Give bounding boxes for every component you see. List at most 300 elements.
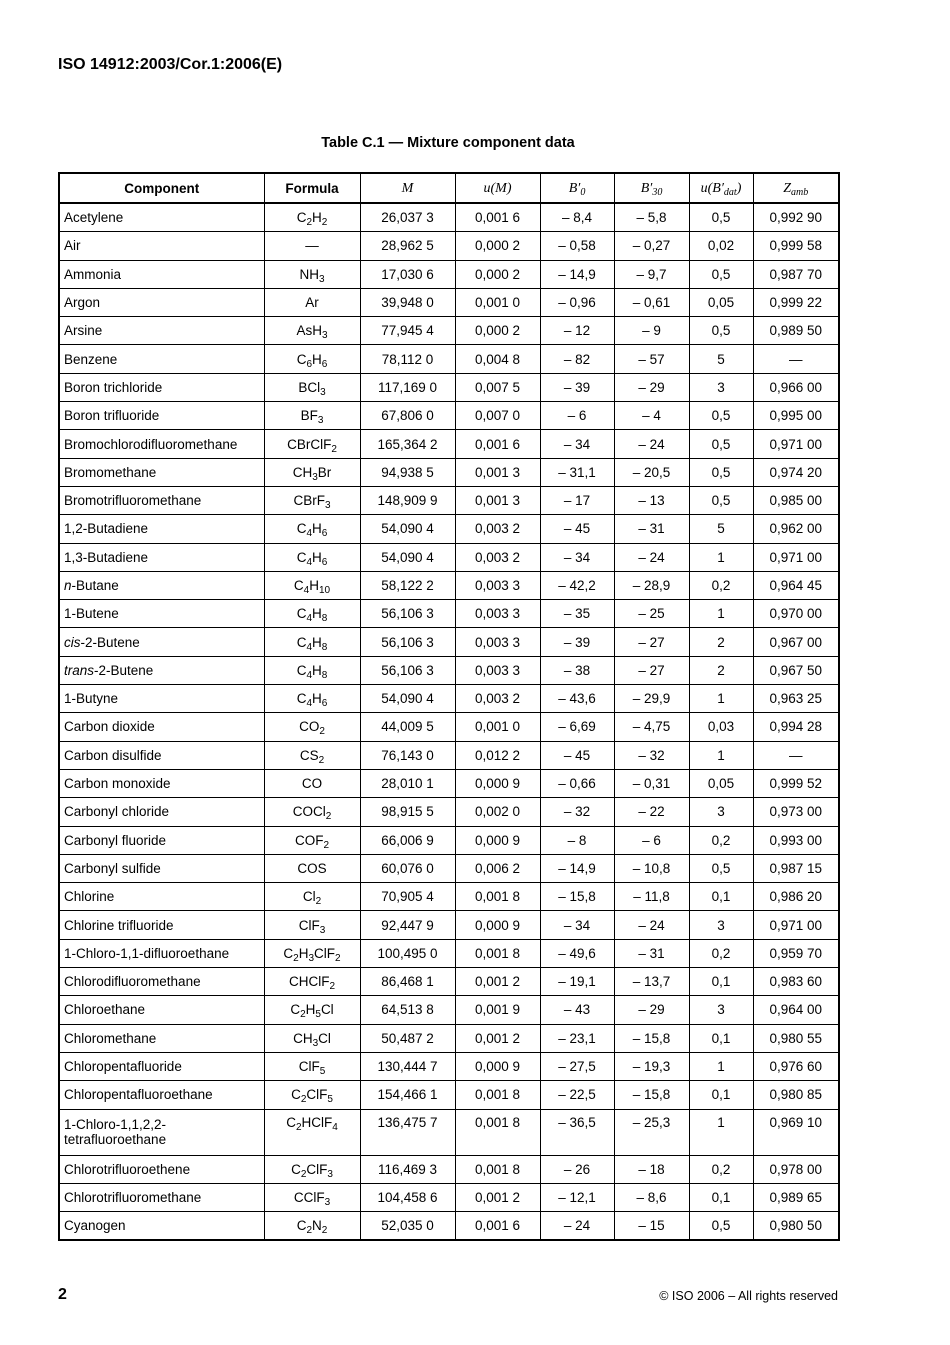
b0-cell: – 6 — [540, 402, 614, 430]
molar-mass-uncertainty-cell: 0,001 0 — [455, 288, 540, 316]
component-cell: Boron trichloride — [59, 373, 264, 401]
molar-mass-cell: 154,466 1 — [360, 1081, 455, 1109]
molar-mass-cell: 64,513 8 — [360, 996, 455, 1024]
z-amb-cell: 0,974 20 — [753, 458, 839, 486]
table-row — [59, 1155, 839, 1183]
table-row — [59, 685, 839, 713]
b-dat-uncertainty-cell: 3 — [689, 911, 753, 939]
formula-cell: BCl$_3$ — [264, 373, 360, 401]
b-dat-uncertainty-cell: 3 — [689, 798, 753, 826]
table-row — [59, 486, 839, 514]
component-cell: cis-2-Butene — [59, 628, 264, 656]
formula-cell: $C_2ClF_3$ — [264, 1155, 360, 1183]
z-amb-cell: 0,966 00 — [753, 373, 839, 401]
molar-mass-uncertainty-cell: 0,001 0 — [455, 713, 540, 741]
b0-cell: – 45 — [540, 741, 614, 769]
formula-cell: $C_2HClF_4$ — [264, 1109, 360, 1155]
b-dat-uncertainty-cell: 1 — [689, 1109, 753, 1155]
molar-mass-cell: 92,447 9 — [360, 911, 455, 939]
b0-cell: – 8,4 — [540, 203, 614, 232]
component-cell: Chloropentafluoroethane — [59, 1081, 264, 1109]
b30-cell: – 10,8 — [614, 854, 689, 882]
molar-mass-uncertainty-cell: 0,000 9 — [455, 1052, 540, 1080]
table-row — [59, 798, 839, 826]
b-dat-uncertainty-cell: 0,02 — [689, 232, 753, 260]
z-amb-cell: 0,999 22 — [753, 288, 839, 316]
molar-mass-uncertainty-cell: 0,003 2 — [455, 515, 540, 543]
formula-cell: CBrF$_3$ — [264, 486, 360, 514]
z-amb-cell: 0,993 00 — [753, 826, 839, 854]
molar-mass-uncertainty-cell: 0,001 3 — [455, 486, 540, 514]
z-amb-cell: 0,976 60 — [753, 1052, 839, 1080]
z-amb-cell: 0,999 58 — [753, 232, 839, 260]
molar-mass-uncertainty-cell: 0,000 9 — [455, 911, 540, 939]
formula-cell: COCl$_2$ — [264, 798, 360, 826]
molar-mass-cell: 26,037 3 — [360, 203, 455, 232]
component-cell: Chlorine trifluoride — [59, 911, 264, 939]
b-dat-uncertainty-cell: 0,5 — [689, 402, 753, 430]
b0-cell: – 8 — [540, 826, 614, 854]
b-dat-uncertainty-cell: 1 — [689, 1052, 753, 1080]
b-dat-uncertainty-cell: 0,1 — [689, 968, 753, 996]
b-dat-uncertainty-cell: 0,5 — [689, 260, 753, 288]
molar-mass-cell: 39,948 0 — [360, 288, 455, 316]
molar-mass-uncertainty-cell: 0,001 2 — [455, 968, 540, 996]
b-dat-uncertainty-cell: 0,03 — [689, 713, 753, 741]
component-cell: Carbonyl chloride — [59, 798, 264, 826]
b-dat-uncertainty-cell: 0,2 — [689, 1155, 753, 1183]
z-amb-cell: 0,989 65 — [753, 1183, 839, 1211]
component-cell: Bromomethane — [59, 458, 264, 486]
table-row — [59, 656, 839, 684]
copyright-notice: © ISO 2006 – All rights reserved — [659, 1289, 838, 1303]
table-row — [59, 430, 839, 458]
molar-mass-cell: 116,469 3 — [360, 1155, 455, 1183]
component-cell: Carbon monoxide — [59, 769, 264, 797]
table-row — [59, 1183, 839, 1211]
b30-cell: – 18 — [614, 1155, 689, 1183]
z-amb-cell: 0,987 15 — [753, 854, 839, 882]
molar-mass-cell: 78,112 0 — [360, 345, 455, 373]
component-cell: Chloroethane — [59, 996, 264, 1024]
table-row — [59, 1109, 839, 1155]
table-caption: Table C.1 — Mixture component data — [321, 135, 575, 151]
molar-mass-cell: 86,468 1 — [360, 968, 455, 996]
column-header: u(M) — [455, 173, 540, 203]
molar-mass-uncertainty-cell: 0,000 2 — [455, 260, 540, 288]
b0-cell: – 45 — [540, 515, 614, 543]
table-row — [59, 345, 839, 373]
table-row — [59, 1081, 839, 1109]
molar-mass-cell: 117,169 0 — [360, 373, 455, 401]
molar-mass-cell: 52,035 0 — [360, 1212, 455, 1241]
b0-cell: – 43 — [540, 996, 614, 1024]
formula-cell: $C_2H_5Cl$ — [264, 996, 360, 1024]
b30-cell: – 15 — [614, 1212, 689, 1241]
component-cell: Chlorine — [59, 883, 264, 911]
formula-cell: Ar — [264, 288, 360, 316]
z-amb-cell: 0,973 00 — [753, 798, 839, 826]
molar-mass-uncertainty-cell: 0,002 0 — [455, 798, 540, 826]
b0-cell: – 12,1 — [540, 1183, 614, 1211]
z-amb-cell: 0,964 45 — [753, 571, 839, 599]
molar-mass-cell: 70,905 4 — [360, 883, 455, 911]
formula-cell: $CH_3Br$ — [264, 458, 360, 486]
component-cell: Chloromethane — [59, 1024, 264, 1052]
molar-mass-cell: 44,009 5 — [360, 713, 455, 741]
z-amb-cell: 0,987 70 — [753, 260, 839, 288]
b-dat-uncertainty-cell: 0,2 — [689, 939, 753, 967]
b30-cell: – 22 — [614, 798, 689, 826]
b30-cell: – 0,61 — [614, 288, 689, 316]
molar-mass-cell: 76,143 0 — [360, 741, 455, 769]
table-row — [59, 996, 839, 1024]
b30-cell: – 15,8 — [614, 1024, 689, 1052]
z-amb-cell: 0,983 60 — [753, 968, 839, 996]
formula-cell: $C_2N_2$ — [264, 1212, 360, 1241]
molar-mass-uncertainty-cell: 0,012 2 — [455, 741, 540, 769]
table-row — [59, 515, 839, 543]
table-row — [59, 317, 839, 345]
b0-cell: – 42,2 — [540, 571, 614, 599]
z-amb-cell: 0,959 70 — [753, 939, 839, 967]
molar-mass-uncertainty-cell: 0,001 8 — [455, 1155, 540, 1183]
b0-cell: – 39 — [540, 628, 614, 656]
component-cell: Cyanogen — [59, 1212, 264, 1241]
component-cell: Ammonia — [59, 260, 264, 288]
table-row — [59, 203, 839, 232]
b30-cell: – 19,3 — [614, 1052, 689, 1080]
component-cell: Arsine — [59, 317, 264, 345]
molar-mass-uncertainty-cell: 0,000 2 — [455, 317, 540, 345]
molar-mass-uncertainty-cell: 0,001 8 — [455, 883, 540, 911]
b-dat-uncertainty-cell: 0,05 — [689, 288, 753, 316]
table-row — [59, 600, 839, 628]
b-dat-uncertainty-cell: 0,1 — [689, 1024, 753, 1052]
table-row — [59, 628, 839, 656]
b-dat-uncertainty-cell: 0,5 — [689, 430, 753, 458]
molar-mass-uncertainty-cell: 0,001 2 — [455, 1183, 540, 1211]
b30-cell: – 29 — [614, 996, 689, 1024]
formula-cell: COS — [264, 854, 360, 882]
component-cell: Benzene — [59, 345, 264, 373]
molar-mass-uncertainty-cell: 0,003 3 — [455, 571, 540, 599]
b30-cell: – 27 — [614, 656, 689, 684]
component-cell: n-Butane — [59, 571, 264, 599]
formula-cell: $C_2H_2$ — [264, 203, 360, 232]
b30-cell: – 5,8 — [614, 203, 689, 232]
table-row — [59, 741, 839, 769]
table-row — [59, 939, 839, 967]
b30-cell: – 9 — [614, 317, 689, 345]
component-cell: 1-Chloro-1,1,2,2- tetrafluoroethane — [59, 1109, 264, 1155]
b-dat-uncertainty-cell: 1 — [689, 685, 753, 713]
b-dat-uncertainty-cell: 1 — [689, 741, 753, 769]
molar-mass-uncertainty-cell: 0,001 9 — [455, 996, 540, 1024]
column-header: M — [360, 173, 455, 203]
b30-cell: – 11,8 — [614, 883, 689, 911]
z-amb-cell: 0,992 90 — [753, 203, 839, 232]
component-cell: Carbon disulfide — [59, 741, 264, 769]
b0-cell: – 26 — [540, 1155, 614, 1183]
table-row — [59, 769, 839, 797]
table-row — [59, 232, 839, 260]
b-dat-uncertainty-cell: 1 — [689, 600, 753, 628]
molar-mass-uncertainty-cell: 0,001 6 — [455, 1212, 540, 1241]
b0-cell: – 43,6 — [540, 685, 614, 713]
formula-cell: $C_2ClF_5$ — [264, 1081, 360, 1109]
z-amb-cell: 0,980 55 — [753, 1024, 839, 1052]
component-cell: Chlorotrifluoroethene — [59, 1155, 264, 1183]
b0-cell: – 0,96 — [540, 288, 614, 316]
formula-cell: ClF$_3$ — [264, 911, 360, 939]
b0-cell: – 27,5 — [540, 1052, 614, 1080]
b30-cell: – 8,6 — [614, 1183, 689, 1211]
b-dat-uncertainty-cell: 3 — [689, 373, 753, 401]
formula-cell: $Cl_2$ — [264, 883, 360, 911]
b30-cell: – 57 — [614, 345, 689, 373]
document-header: ISO 14912:2003/Cor.1:2006(E) — [58, 56, 283, 73]
z-amb-cell: 0,962 00 — [753, 515, 839, 543]
column-header: Formula — [264, 173, 360, 203]
b0-cell: – 32 — [540, 798, 614, 826]
molar-mass-cell: 28,962 5 — [360, 232, 455, 260]
b0-cell: – 38 — [540, 656, 614, 684]
molar-mass-uncertainty-cell: 0,001 2 — [455, 1024, 540, 1052]
table-row — [59, 968, 839, 996]
molar-mass-uncertainty-cell: 0,001 8 — [455, 1109, 540, 1155]
molar-mass-cell: 94,938 5 — [360, 458, 455, 486]
component-cell: Chlorotrifluoromethane — [59, 1183, 264, 1211]
component-cell: Bromochlorodifluoromethane — [59, 430, 264, 458]
table-row — [59, 1052, 839, 1080]
molar-mass-cell: 60,076 0 — [360, 854, 455, 882]
molar-mass-cell: 50,487 2 — [360, 1024, 455, 1052]
molar-mass-cell: 98,915 5 — [360, 798, 455, 826]
b30-cell: – 20,5 — [614, 458, 689, 486]
component-cell: 1,3-Butadiene — [59, 543, 264, 571]
b30-cell: – 6 — [614, 826, 689, 854]
formula-cell: AsH$_3$ — [264, 317, 360, 345]
table-row — [59, 854, 839, 882]
molar-mass-cell: 148,909 9 — [360, 486, 455, 514]
b0-cell: – 14,9 — [540, 854, 614, 882]
b30-cell: – 29 — [614, 373, 689, 401]
table-row — [59, 288, 839, 316]
b30-cell: – 29,9 — [614, 685, 689, 713]
component-cell: Bromotrifluoromethane — [59, 486, 264, 514]
b0-cell: – 31,1 — [540, 458, 614, 486]
table-header-row — [59, 173, 839, 203]
z-amb-cell: — — [753, 345, 839, 373]
b30-cell: – 15,8 — [614, 1081, 689, 1109]
z-amb-cell: 0,994 28 — [753, 713, 839, 741]
column-header: Component — [59, 173, 264, 203]
z-amb-cell: 0,970 00 — [753, 600, 839, 628]
b30-cell: – 0,31 — [614, 769, 689, 797]
molar-mass-cell: 77,945 4 — [360, 317, 455, 345]
molar-mass-cell: 28,010 1 — [360, 769, 455, 797]
b0-cell: – 15,8 — [540, 883, 614, 911]
molar-mass-cell: 130,444 7 — [360, 1052, 455, 1080]
molar-mass-cell: 136,475 7 — [360, 1109, 455, 1155]
component-cell: Argon — [59, 288, 264, 316]
table-row — [59, 571, 839, 599]
b30-cell: – 31 — [614, 515, 689, 543]
formula-cell: $C_4H_8$ — [264, 600, 360, 628]
b-dat-uncertainty-cell: 2 — [689, 628, 753, 656]
molar-mass-uncertainty-cell: 0,001 6 — [455, 203, 540, 232]
formula-cell: $C_2H_3ClF_2$ — [264, 939, 360, 967]
component-cell: Carbonyl sulfide — [59, 854, 264, 882]
z-amb-cell: 0,971 00 — [753, 543, 839, 571]
molar-mass-cell: 100,495 0 — [360, 939, 455, 967]
z-amb-cell: 0,967 00 — [753, 628, 839, 656]
table-row — [59, 260, 839, 288]
b0-cell: – 35 — [540, 600, 614, 628]
formula-cell: CClF$_3$ — [264, 1183, 360, 1211]
z-amb-cell: 0,985 00 — [753, 486, 839, 514]
b-dat-uncertainty-cell: 0,2 — [689, 571, 753, 599]
component-cell: 1-Chloro-1,1-difluoroethane — [59, 939, 264, 967]
b-dat-uncertainty-cell: 5 — [689, 515, 753, 543]
molar-mass-cell: 66,006 9 — [360, 826, 455, 854]
component-cell: Acetylene — [59, 203, 264, 232]
b0-cell: – 49,6 — [540, 939, 614, 967]
molar-mass-uncertainty-cell: 0,000 2 — [455, 232, 540, 260]
molar-mass-uncertainty-cell: 0,000 9 — [455, 826, 540, 854]
b-dat-uncertainty-cell: 0,5 — [689, 486, 753, 514]
component-cell: 1,2-Butadiene — [59, 515, 264, 543]
component-cell: 1-Butene — [59, 600, 264, 628]
table-body — [59, 203, 839, 1240]
b30-cell: – 27 — [614, 628, 689, 656]
z-amb-cell: — — [753, 741, 839, 769]
table-row — [59, 713, 839, 741]
formula-cell: CBrClF$_2$ — [264, 430, 360, 458]
b30-cell: – 13,7 — [614, 968, 689, 996]
molar-mass-uncertainty-cell: 0,003 3 — [455, 600, 540, 628]
molar-mass-cell: 56,106 3 — [360, 656, 455, 684]
z-amb-cell: 0,986 20 — [753, 883, 839, 911]
b0-cell: – 23,1 — [540, 1024, 614, 1052]
b0-cell: – 0,66 — [540, 769, 614, 797]
b0-cell: – 34 — [540, 543, 614, 571]
molar-mass-cell: 54,090 4 — [360, 515, 455, 543]
molar-mass-uncertainty-cell: 0,007 5 — [455, 373, 540, 401]
table-row — [59, 402, 839, 430]
b0-cell: – 36,5 — [540, 1109, 614, 1155]
b0-cell: – 6,69 — [540, 713, 614, 741]
z-amb-cell: 0,980 85 — [753, 1081, 839, 1109]
molar-mass-cell: 56,106 3 — [360, 628, 455, 656]
table-row — [59, 883, 839, 911]
component-cell: Chloropentafluoride — [59, 1052, 264, 1080]
formula-cell: $C_4H_8$ — [264, 656, 360, 684]
b0-cell: – 34 — [540, 911, 614, 939]
b30-cell: – 25 — [614, 600, 689, 628]
molar-mass-uncertainty-cell: 0,001 3 — [455, 458, 540, 486]
z-amb-cell: 0,995 00 — [753, 402, 839, 430]
z-amb-cell: 0,989 50 — [753, 317, 839, 345]
component-cell: Chlorodifluoromethane — [59, 968, 264, 996]
formula-cell: $CO_2$ — [264, 713, 360, 741]
molar-mass-cell: 56,106 3 — [360, 600, 455, 628]
b-dat-uncertainty-cell: 0,1 — [689, 1081, 753, 1109]
b-dat-uncertainty-cell: 0,5 — [689, 854, 753, 882]
molar-mass-uncertainty-cell: 0,007 0 — [455, 402, 540, 430]
b-dat-uncertainty-cell: 0,05 — [689, 769, 753, 797]
z-amb-cell: 0,980 50 — [753, 1212, 839, 1241]
table-row — [59, 458, 839, 486]
b0-cell: – 12 — [540, 317, 614, 345]
formula-cell: $NH_3$ — [264, 260, 360, 288]
molar-mass-uncertainty-cell: 0,006 2 — [455, 854, 540, 882]
b30-cell: – 24 — [614, 911, 689, 939]
component-cell: Boron trifluoride — [59, 402, 264, 430]
b0-cell: – 34 — [540, 430, 614, 458]
component-cell: 1-Butyne — [59, 685, 264, 713]
b30-cell: – 4,75 — [614, 713, 689, 741]
b0-cell: – 14,9 — [540, 260, 614, 288]
formula-cell: ClF$_5$ — [264, 1052, 360, 1080]
formula-cell: $C_4H_6$ — [264, 543, 360, 571]
molar-mass-uncertainty-cell: 0,001 8 — [455, 939, 540, 967]
molar-mass-uncertainty-cell: 0,004 8 — [455, 345, 540, 373]
b0-cell: – 22,5 — [540, 1081, 614, 1109]
b0-cell: – 19,1 — [540, 968, 614, 996]
formula-cell: CHClF$_2$ — [264, 968, 360, 996]
formula-cell: $C_4H_{10}$ — [264, 571, 360, 599]
table-row — [59, 826, 839, 854]
b-dat-uncertainty-cell: 0,1 — [689, 883, 753, 911]
b30-cell: – 24 — [614, 430, 689, 458]
z-amb-cell: 0,978 00 — [753, 1155, 839, 1183]
table-row — [59, 1024, 839, 1052]
column-header: $Z_{amb}$ — [753, 173, 839, 203]
component-cell: Carbon dioxide — [59, 713, 264, 741]
column-header: $B'_0$ — [540, 173, 614, 203]
formula-cell: — — [264, 232, 360, 260]
table-row — [59, 543, 839, 571]
column-header: $u(B'_{dat})$ — [689, 173, 753, 203]
z-amb-cell: 0,969 10 — [753, 1109, 839, 1155]
formula-cell: $C_6H_6$ — [264, 345, 360, 373]
component-cell: Carbonyl fluoride — [59, 826, 264, 854]
b30-cell: – 13 — [614, 486, 689, 514]
b30-cell: – 9,7 — [614, 260, 689, 288]
molar-mass-cell: 104,458 6 — [360, 1183, 455, 1211]
b30-cell: – 32 — [614, 741, 689, 769]
b-dat-uncertainty-cell: 0,2 — [689, 826, 753, 854]
formula-cell: $CH_3Cl$ — [264, 1024, 360, 1052]
z-amb-cell: 0,963 25 — [753, 685, 839, 713]
b0-cell: – 0,58 — [540, 232, 614, 260]
z-amb-cell: 0,967 50 — [753, 656, 839, 684]
z-amb-cell: 0,964 00 — [753, 996, 839, 1024]
molar-mass-uncertainty-cell: 0,003 3 — [455, 628, 540, 656]
molar-mass-uncertainty-cell: 0,003 3 — [455, 656, 540, 684]
molar-mass-uncertainty-cell: 0,003 2 — [455, 543, 540, 571]
b0-cell: – 17 — [540, 486, 614, 514]
b0-cell: – 82 — [540, 345, 614, 373]
z-amb-cell: 0,971 00 — [753, 911, 839, 939]
formula-cell: $BF_3$ — [264, 402, 360, 430]
b-dat-uncertainty-cell: 0,1 — [689, 1183, 753, 1211]
formula-cell: $CS_2$ — [264, 741, 360, 769]
page-number: 2 — [58, 1286, 67, 1303]
z-amb-cell: 0,999 52 — [753, 769, 839, 797]
